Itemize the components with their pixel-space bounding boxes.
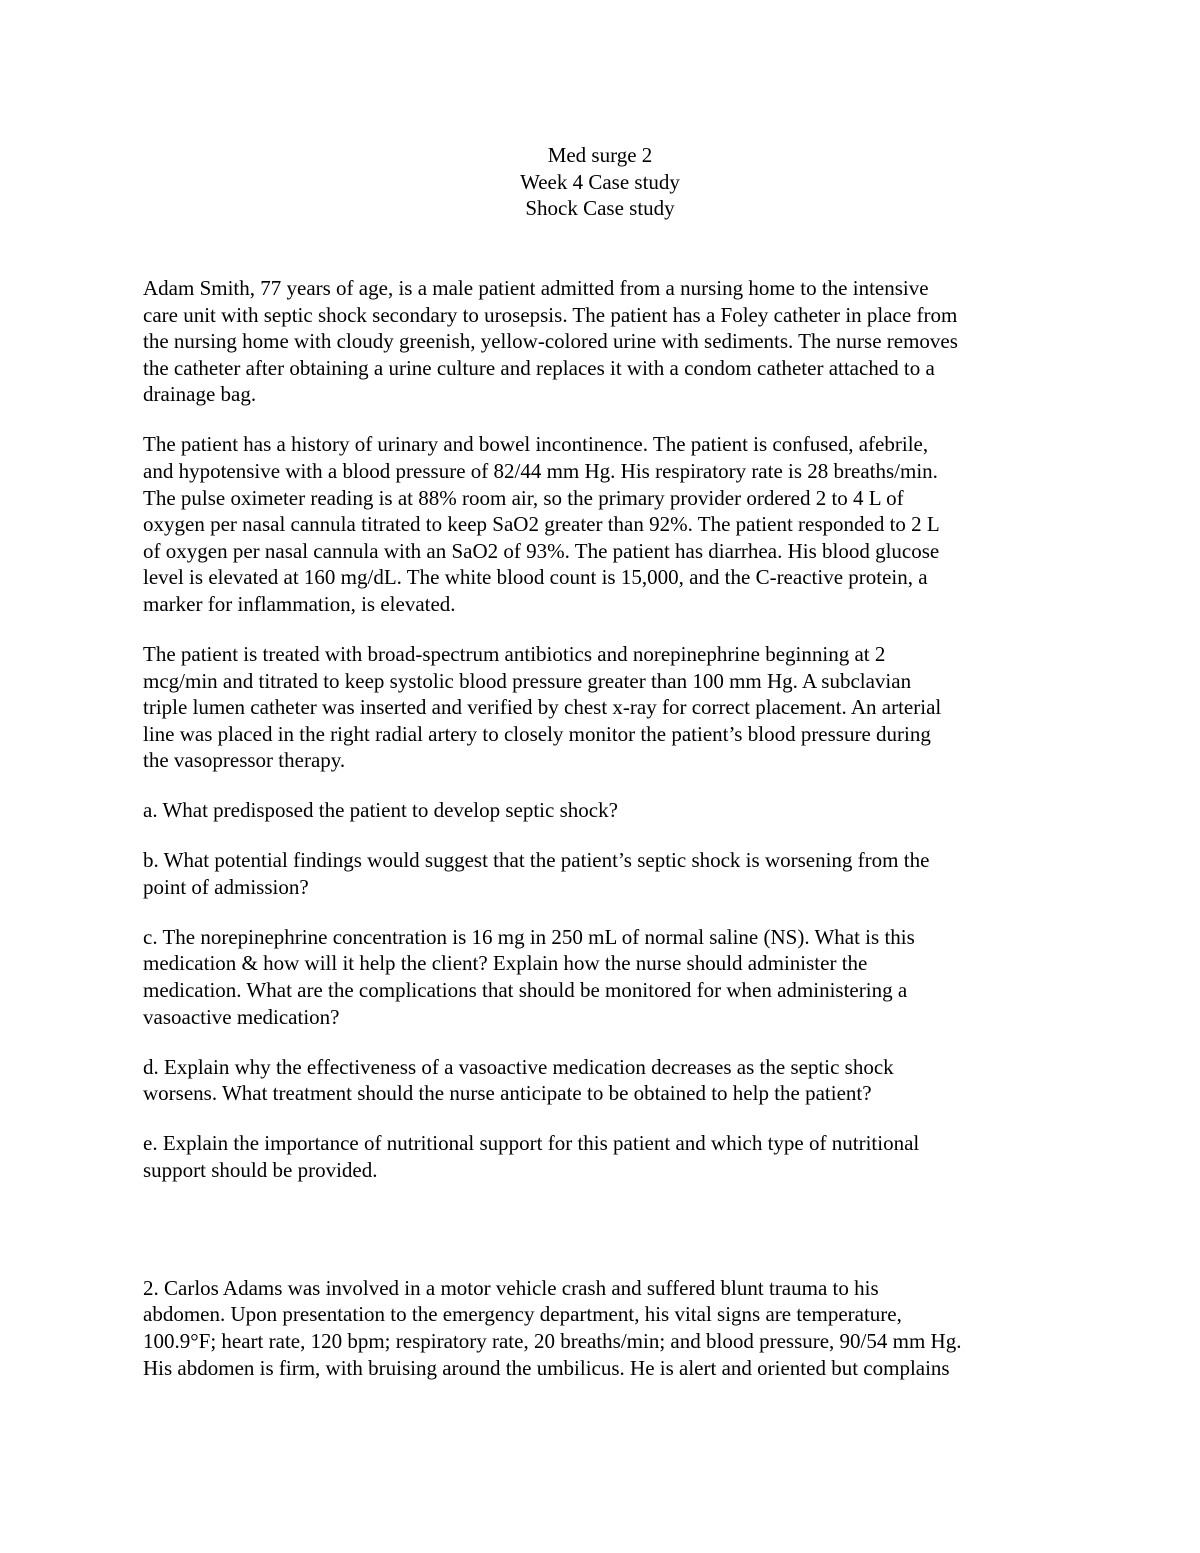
text-line: the catheter after obtaining a urine culture and replaces it with a condom catheter attached to a — [143, 355, 935, 380]
text-line: mcg/min and titrated to keep systolic blood pressure greater than 100 mm Hg. A subclavian — [143, 668, 912, 693]
case-study-title: Shock Case study — [525, 196, 675, 221]
text-line: d. Explain why the effectiveness of a vasoactive medication decreases as the septic shock — [143, 1054, 894, 1079]
text-line: and hypotensive with a blood pressure of 82/44 mm Hg. His respiratory rate is 28 breaths/min. — [143, 458, 938, 483]
text-line: 2. Carlos Adams was involved in a motor vehicle crash and suffered blunt trauma to his — [143, 1275, 879, 1300]
text-line: the nursing home with cloudy greenish, yellow-colored urine with sediments. The nurse removes — [143, 329, 958, 354]
text-line: marker for inflammation, is elevated. — [143, 591, 456, 616]
text-line: vasoactive medication? — [143, 1004, 340, 1029]
case-history-paragraph — [143, 431, 1063, 617]
text-line: worsens. What treatment should the nurse anticipate to be obtained to help the patient? — [143, 1081, 872, 1106]
week-title: Week 4 Case study — [520, 169, 680, 194]
text-line: level is elevated at 160 mg/dL. The white blood count is 15,000, and the C-reactive protein, a — [143, 565, 928, 590]
text-line: medication. What are the complications that should be monitored for when administering a — [143, 978, 908, 1003]
text-line: b. What potential findings would suggest that the patient’s septic shock is worsening from the — [143, 848, 930, 873]
text-line: care unit with septic shock secondary to urosepsis. The patient has a Foley catheter in place from — [143, 302, 958, 327]
case-two-paragraph — [143, 1275, 1063, 1381]
text-line: 100.9°F; heart rate, 120 bpm; respiratory rate, 20 breaths/min; and blood pressure, 90/54 mm Hg. — [143, 1328, 962, 1353]
question-b — [143, 847, 1063, 900]
text-line: oxygen per nasal cannula titrated to keep SaO2 greater than 92%. The patient responded to 2 L — [143, 512, 940, 537]
text-line: Adam Smith, 77 years of age, is a male patient admitted from a nursing home to the intensive — [143, 276, 929, 300]
text-line: triple lumen catheter was inserted and verified by chest x-ray for correct placement. An arterial — [143, 695, 942, 720]
text-line: the vasopressor therapy. — [143, 748, 346, 773]
text-line: The patient is treated with broad-spectrum antibiotics and norepinephrine beginning at 2 — [143, 641, 886, 666]
text-line: e. Explain the importance of nutritional support for this patient and which type of nutritional — [143, 1131, 920, 1156]
text-line: a. What predisposed the patient to develop septic shock? — [143, 798, 618, 823]
question-e — [143, 1130, 1063, 1183]
text-line: line was placed in the right radial artery to closely monitor the patient’s blood pressure during — [143, 721, 931, 746]
text-line: abdomen. Upon presentation to the emergency department, his vital signs are temperature, — [143, 1302, 902, 1327]
course-title: Med surge 2 — [547, 143, 653, 167]
text-line: support should be provided. — [143, 1157, 378, 1182]
question-c — [143, 924, 1063, 1030]
question-a — [143, 797, 1063, 824]
text-line: drainage bag. — [143, 382, 257, 407]
document-body — [143, 275, 1063, 1405]
text-line: The patient has a history of urinary and bowel incontinence. The patient is confused, afebrile, — [143, 432, 929, 457]
text-line: The pulse oximeter reading is at 88% room air, so the primary provider ordered 2 to 4 L of — [143, 485, 904, 510]
case-intro-paragraph — [143, 275, 1063, 408]
case-treatment-paragraph — [143, 641, 1063, 774]
document-title-block — [0, 142, 1200, 222]
question-d — [143, 1054, 1063, 1107]
section-spacer — [143, 1207, 1063, 1275]
text-line: point of admission? — [143, 874, 309, 899]
text-line: medication & how will it help the client? Explain how the nurse should administer the — [143, 951, 868, 976]
text-line: c. The norepinephrine concentration is 16 mg in 250 mL of normal saline (NS). What is this — [143, 924, 915, 949]
text-line: of oxygen per nasal cannula with an SaO2 of 93%. The patient has diarrhea. His blood glucose — [143, 538, 940, 563]
text-line: His abdomen is firm, with bruising around the umbilicus. He is alert and oriented but complains — [143, 1355, 950, 1380]
